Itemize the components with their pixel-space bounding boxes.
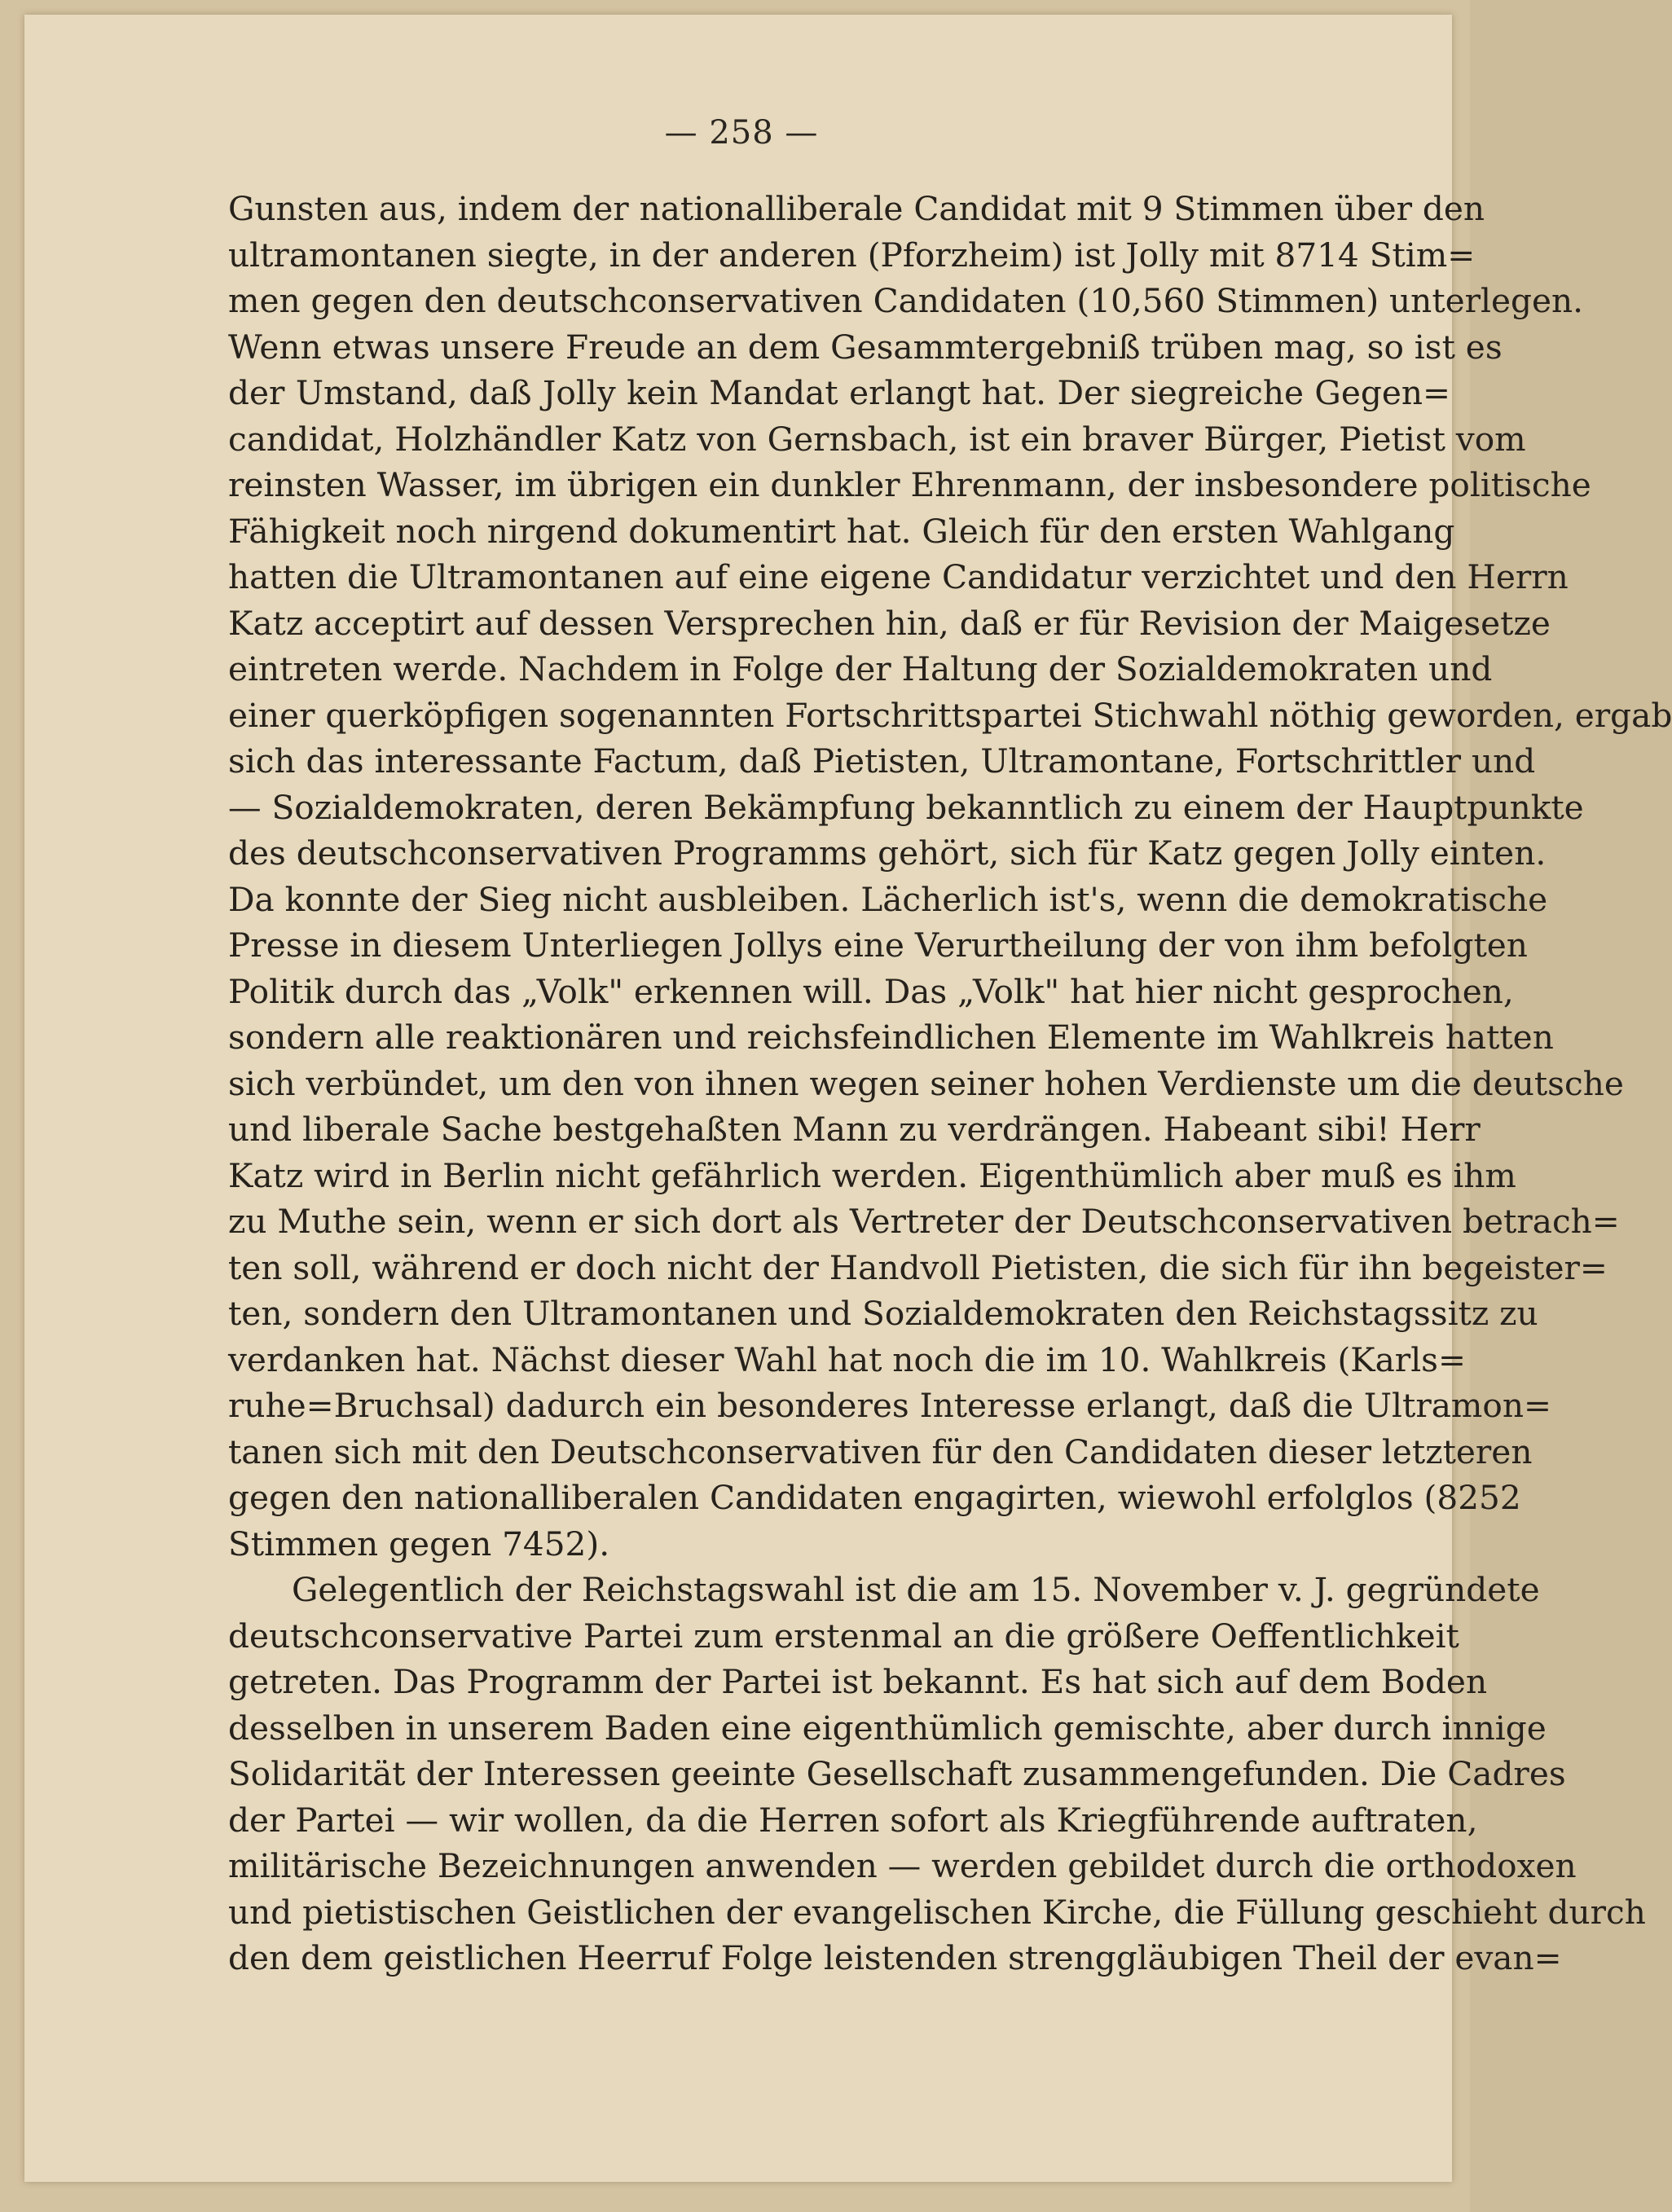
book-page bbox=[24, 15, 1672, 2182]
text-line: sondern alle reaktionären und reichsfeindlichen Elemente im Wahlkreis hatten bbox=[228, 1018, 1554, 1057]
text-line: sich das interessante Factum, daß Pietisten, Ultramontane, Fortschrittler und bbox=[228, 741, 1536, 781]
body-text bbox=[228, 186, 1672, 1981]
text-line: und pietistischen Geistlichen der evangelischen Kirche, die Füllung geschieht durch bbox=[228, 1892, 1646, 1932]
text-line: desselben in unserem Baden eine eigenthümlich gemischte, aber durch innige bbox=[228, 1708, 1547, 1748]
text-line: ruhe=Bruchsal) dadurch ein besonderes Interesse erlangt, daß die Ultramon= bbox=[228, 1386, 1551, 1425]
page-number: — 258 — bbox=[664, 114, 819, 152]
text-line: Da konnte der Sieg nicht ausbleiben. Lächerlich ist's, wenn die demokratische bbox=[228, 879, 1548, 919]
text-line: Wenn etwas unsere Freude an dem Gesammtergebniß trüben mag, so ist es bbox=[228, 327, 1503, 367]
text-line: gegen den nationalliberalen Candidaten engagirten, wiewohl erfolglos (8252 bbox=[228, 1478, 1521, 1517]
text-line: Fähigkeit noch nirgend dokumentirt hat. Gleich für den ersten Wahlgang bbox=[228, 511, 1455, 551]
text-line: ten, sondern den Ultramontanen und Sozialdemokraten den Reichstagssitz zu bbox=[228, 1294, 1538, 1333]
text-line: zu Muthe sein, wenn er sich dort als Vertreter der Deutschconservativen betrach= bbox=[228, 1202, 1620, 1241]
text-line: Gunsten aus, indem der nationalliberale Candidat mit 9 Stimmen über den bbox=[228, 189, 1485, 228]
text-line: deutschconservative Partei zum erstenmal an die größere Oeffentlichkeit bbox=[228, 1616, 1459, 1656]
text-line: verdanken hat. Nächst dieser Wahl hat noch die im 10. Wahlkreis (Karls= bbox=[228, 1339, 1467, 1379]
text-line: ten soll, während er doch nicht der Handvoll Pietisten, die sich für ihn begeister= bbox=[228, 1247, 1608, 1287]
text-line: sich verbündet, um den von ihnen wegen seiner hohen Verdienste um die deutsche bbox=[228, 1063, 1624, 1103]
text-line: der Umstand, daß Jolly kein Mandat erlangt hat. Der siegreiche Gegen= bbox=[228, 373, 1450, 412]
text-line: eintreten werde. Nachdem in Folge der Haltung der Sozialdemokraten und bbox=[228, 649, 1493, 688]
text-line: — Sozialdemokraten, deren Bekämpfung bekanntlich zu einem der Hauptpunkte bbox=[228, 787, 1584, 827]
text-line: der Partei — wir wollen, da die Herren sofort als Kriegführende auftraten, bbox=[228, 1800, 1478, 1840]
text-line: des deutschconservativen Programms gehört, sich für Katz gegen Jolly einten. bbox=[228, 833, 1547, 873]
text-line: hatten die Ultramontanen auf eine eigene Candidatur verzichtet und den Herrn bbox=[228, 557, 1569, 596]
text-line: Katz wird in Berlin nicht gefährlich werden. Eigenthümlich aber muß es ihm bbox=[228, 1155, 1516, 1195]
text-line: ultramontanen siegte, in der anderen (Pforzheim) ist Jolly mit 8714 Stim= bbox=[228, 235, 1476, 275]
text-line: Stimmen gegen 7452). bbox=[228, 1524, 610, 1563]
text-line: Gelegentlich der Reichstagswahl ist die am 15. November v. J. gegründete bbox=[292, 1570, 1540, 1609]
text-line: candidat, Holzhändler Katz von Gernsbach, ist ein braver Bürger, Pietist vom bbox=[228, 419, 1526, 459]
text-line: reinsten Wasser, im übrigen ein dunkler Ehrenmann, der insbesondere politische bbox=[228, 465, 1591, 504]
paragraph bbox=[228, 186, 1672, 1567]
text-line: Presse in diesem Unterliegen Jollys eine Verurtheilung der von ihm befolgten bbox=[228, 926, 1528, 965]
text-line: Politik durch das „Volk" erkennen will. Das „Volk" hat hier nicht gesprochen, bbox=[228, 971, 1514, 1011]
text-line: den dem geistlichen Heerruf Folge leistenden strenggläubigen Theil der evan= bbox=[228, 1938, 1562, 1977]
text-line: getreten. Das Programm der Partei ist bekannt. Es hat sich auf dem Boden bbox=[228, 1662, 1488, 1701]
text-line: einer querköpfigen sogenannten Fortschrittspartei Stichwahl nöthig geworden, ergab bbox=[228, 695, 1672, 735]
paragraph bbox=[228, 1567, 1646, 1981]
text-line: Katz acceptirt auf dessen Versprechen hin, daß er für Revision der Maigesetze bbox=[228, 603, 1551, 643]
text-line: militärische Bezeichnungen anwenden — werden gebildet durch die orthodoxen bbox=[228, 1846, 1577, 1885]
text-line: men gegen den deutschconservativen Candidaten (10,560 Stimmen) unterlegen. bbox=[228, 281, 1584, 320]
text-line: tanen sich mit den Deutschconservativen für den Candidaten dieser letzteren bbox=[228, 1431, 1533, 1471]
text-line: und liberale Sache bestgehaßten Mann zu verdrängen. Habeant sibi! Herr bbox=[228, 1110, 1481, 1149]
text-line: Solidarität der Interessen geeinte Gesellschaft zusammengefunden. Die Cadres bbox=[228, 1754, 1566, 1793]
